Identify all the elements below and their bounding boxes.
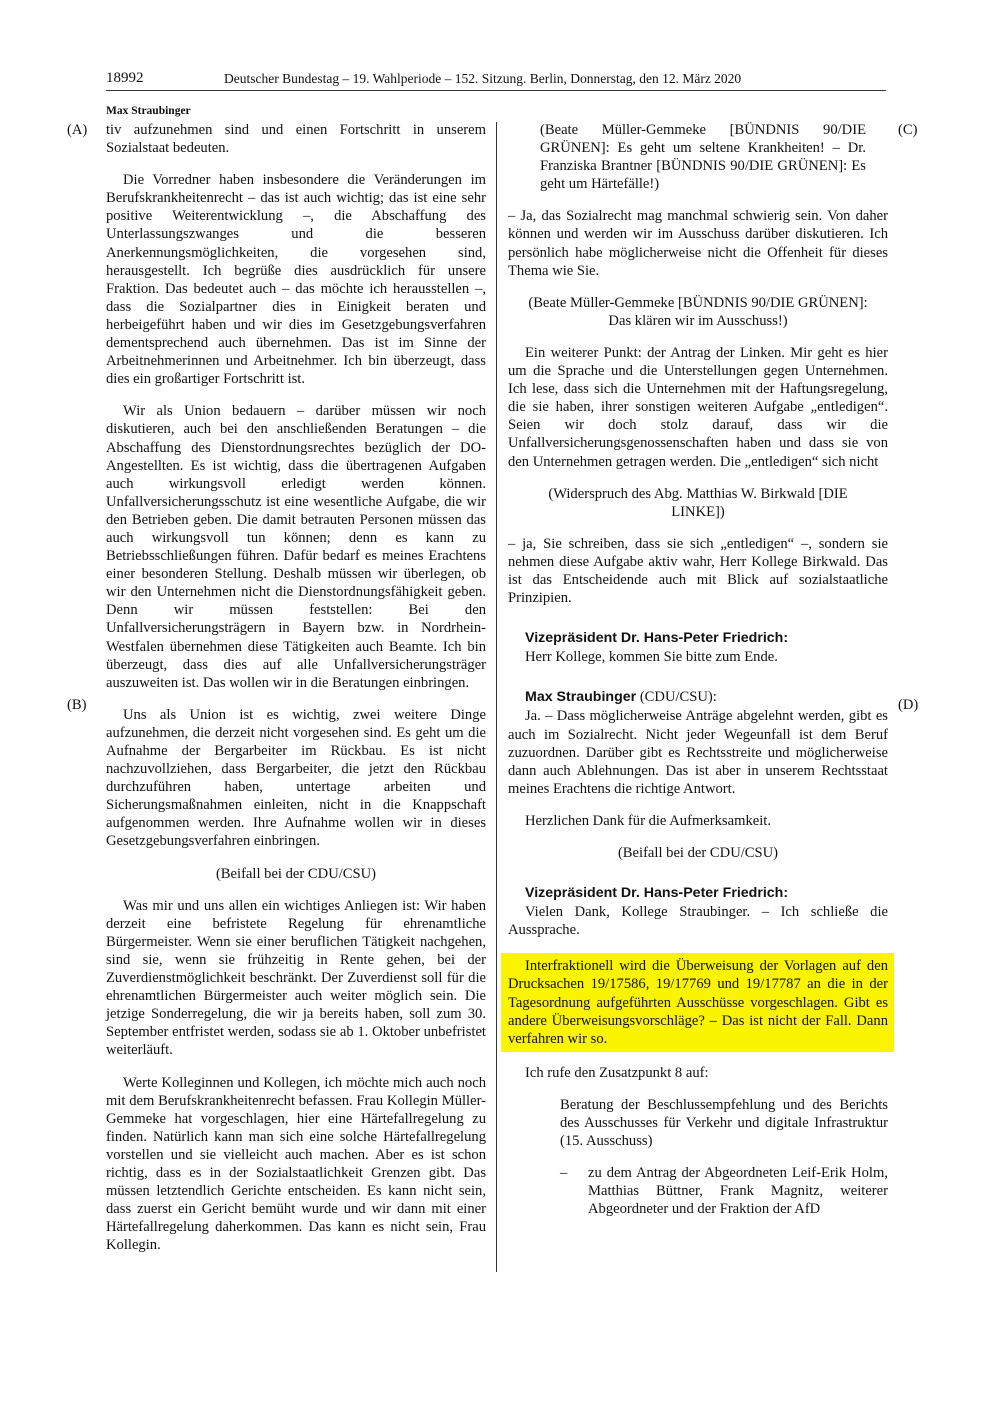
paragraph: Wir als Union bedauern – darüber müssen wir noch diskutieren, auch bei den anschließenden Beratungen – die Abschaffung des Dienstordnungsrechtes bezüglich der DO-Angestellten. Es ist wichtig, dass die übertragenen Aufgaben auch wirkungsvoll erledigt werden können. Unfallversicherungsschutz ist eine wesentliche Aufgabe, die wir den Betrieben geben. Die damit betrauten Personen müssen das auch wirkungsvoll tun können; denn es kann zu Betriebsschließungen führen. Dafür bedarf es meines Erachtens einer besonderen Stellung. Deshalb müssen wir überlegen, ob wir den Unternehmen nicht die Dienstordnungsfähigkeit geben. Denn wir müssen feststellen: Bei den Unfallversicherungsträgern in Bayern bzw. in Nordrhein-Westfalen übernehmen diese Tätigkeiten auch Beamte. Ich bin überzeugt, dass dies auf alle Unfallversicherungsträger auszuweiten ist. Das wollen wir in die Beratungen einbringen. bbox=[106, 403, 486, 691]
paragraph: Werte Kolleginnen und Kollegen, ich möchte mich auch noch mit dem Berufskrankheitenrecht befassen. Frau Kollegin Müller-Gemmeke hat vorgeschlagen, hier eine Härtefallregelung zu finden. Natürlich kann man sich eine solche Härtefallregelung vorstellen und sie vielleicht auch machen. Aber es ist schon richtig, dass es in der Sozialstaatlichkeit Grenzen gibt. Das müssen letztendlich Gerichte entscheiden. Es kann nicht sein, dass zuerst ein Gericht bemüht wurde und wir dann mit einer Härtefallregelung daherkommen. Das kann es nicht sein, Frau Kollegin. bbox=[106, 1074, 486, 1254]
margin-mark-a: (A) bbox=[67, 122, 88, 138]
highlighted-passage bbox=[501, 953, 894, 1051]
paragraph: Ich rufe den Zusatzpunkt 8 auf: bbox=[525, 1064, 709, 1081]
margin-mark-b: (B) bbox=[67, 697, 87, 713]
interjection: (Beate Müller-Gemmeke [BÜNDNIS 90/DIE GRÜNEN]: Das klären wir im Ausschuss!) bbox=[528, 294, 868, 329]
margin-mark-d: (D) bbox=[898, 697, 919, 713]
interjection: (Beifall bei der CDU/CSU) bbox=[617, 845, 779, 861]
column-divider bbox=[496, 122, 497, 1272]
paragraph: Ja. – Dass möglicherweise Anträge abgelehnt werden, gibt es auch im Sozialrecht. Nicht jeder Wegeunfall ist dem Beruf zuzuordnen. Darüber gibt es Rechtsstreite und möglicherweise dann auch Ablehnungen. Das ist aber in unserem Rechtsstaat meines Erachtens die richtige Antwort. bbox=[508, 708, 888, 797]
paragraph: Herzlichen Dank für die Aufmerksamkeit. bbox=[525, 812, 771, 829]
list-dash: – bbox=[560, 1165, 568, 1182]
header-title: Deutscher Bundestag – 19. Wahlperiode – 152. Sitzung. Berlin, Donnerstag, den 12. März 2020 bbox=[224, 71, 742, 86]
speaker-party: (CDU/CSU): bbox=[636, 689, 717, 706]
speaker-heading bbox=[508, 688, 888, 706]
interjection: (Widerspruch des Abg. Matthias W. Birkwald [DIE LINKE]) bbox=[548, 485, 848, 520]
right-column bbox=[508, 121, 888, 1219]
paragraph: Ein weiterer Punkt: der Antrag der Linken. Mir geht es hier um die Sprache und die Unterstellungen gegen Unternehmen. Ich lese, dass sich die Unternehmen mit der Haftungsregelung, die sie haben, ihrer sonstigen weiteren Aufgabe „entledigen“. Seien wir doch stolz darauf, dass wir die Unfallversicherungsgenossenschaften haben und dass sie von den Unternehmen getragen werden. Die „entledigen“ sich nicht bbox=[508, 344, 888, 470]
paragraph: – Ja, das Sozialrecht mag manchmal schwierig sein. Von daher können und werden wir im Ausschuss darüber diskutieren. Ich persönlich habe möglicherweise nicht die Offenheit für dieses Thema wie Sie. bbox=[508, 208, 888, 279]
paragraph: Uns als Union ist es wichtig, zwei weitere Dinge aufzunehmen, die derzeit nicht vorgesehen sind. Es geht um die Aufnahme der Bergarbeiter im Rückbau. Es ist nicht nachzuvollziehen, dass Bergarbeiter, die jetzt den Rückbau durchzuführen haben, untertage arbeiten und Sicherungsmaßnahmen einleiten, nicht in die Knappschaft aufgenommen werden. Ihre Aufnahme wollen wir in dieses Gesetzgebungsverfahren einbringen. bbox=[106, 706, 486, 850]
speaker-name: Vizepräsident Dr. Hans-Peter Friedrich: bbox=[525, 885, 789, 902]
running-speaker-name: Max Straubinger bbox=[106, 105, 191, 117]
paragraph: – ja, Sie schreiben, dass sie sich „entledigen“ –, sondern sie nehmen diese Aufgabe aktiv wahr, Herr Kollege Birkwald. Das ist das Entscheidende auch mit Blick auf sozialstaatliche Prinzipien. bbox=[508, 535, 888, 607]
agenda-item: Beratung der Beschlussempfehlung und des Berichts des Ausschusses für Verkehr und digitale Infrastruktur (15. Ausschuss) bbox=[560, 1096, 888, 1150]
header-rule bbox=[106, 90, 886, 91]
page-number: 18992 bbox=[106, 70, 144, 86]
paragraph: Die Vorredner haben insbesondere die Veränderungen im Berufskrankheitenrecht – das ist auch wichtig; das ist eine sehr positive Weiterentwicklung –, die Abschaffung des Unterlassungszwanges und die besseren Anerkennungsmöglichkeiten, die vorgesehen sind, herausgestellt. Ich begrüße dies ausdrücklich für unsere Fraktion. Das bedeutet auch – das möchte ich herausstellen –, dass die Sozialpartner dies in Einigkeit beraten und herbeigeführt haben und wir dies im Gesetzgebungsverfahren dementsprechend auch übernehmen. Das ist im Sinne der Arbeitnehmerinnen und Arbeitnehmer. Ich bin überzeugt, dass dies ein großartiger Fortschritt ist. bbox=[106, 172, 486, 388]
paragraph: Vielen Dank, Kollege Straubinger. – Ich schließe die Aussprache. bbox=[508, 904, 888, 939]
left-column bbox=[106, 121, 486, 1268]
paragraph: Herr Kollege, kommen Sie bitte zum Ende. bbox=[525, 649, 778, 666]
paragraph: Interfraktionell wird die Überweisung der Vorlagen auf den Drucksachen 19/17586, 19/17769 und 19/17787 an die in der Tagesordnung aufgeführten Ausschüsse vorgeschlagen. Gibt es andere Überweisungsvorschläge? – Das ist nicht der Fall. Dann verfahren wir so. bbox=[508, 958, 888, 1047]
paragraph: Was mir und uns allen ein wichtiges Anliegen ist: Wir haben derzeit eine befristete Regelung für ehrenamtliche Bürgermeister. Wenn sie einer beruflichen Tätigkeit nachgehen, sind sie, wenn sie frühzeitig in Rente gehen, bei der Zuverdienstmöglichkeit beschränkt. Der Zuverdienst soll für die ehrenamtlichen Bürgermeister auch weiter möglich sein. Die jetzige Sonderregelung, die wir ja bereits haben, soll zum 30. September entfristet werden, sodass sie ab 1. Oktober unbefristet weiterläuft. bbox=[106, 897, 486, 1059]
interjection: (Beifall bei der CDU/CSU) bbox=[215, 865, 377, 882]
margin-mark-c: (C) bbox=[898, 122, 918, 138]
page-header bbox=[106, 70, 886, 90]
speaker-name: Max Straubinger bbox=[525, 689, 637, 706]
agenda-subitem-text: zu dem Antrag der Abgeordneten Leif-Erik Holm, Matthias Büttner, Frank Magnitz, weiterer Abgeordneter und der Fraktion der AfD bbox=[588, 1165, 888, 1218]
interjection: (Beate Müller-Gemmeke [BÜNDNIS 90/DIE GRÜNEN]: Es geht um seltene Krankheiten! – Dr. Franziska Brantner [BÜNDNIS 90/DIE GRÜNEN]: Es geht um Härtefälle!) bbox=[540, 122, 866, 193]
speaker-name: Vizepräsident Dr. Hans-Peter Friedrich: bbox=[525, 630, 789, 647]
paragraph: tiv aufzunehmen sind und einen Fortschritt in unserem Sozialstaat bedeuten. bbox=[106, 122, 486, 157]
agenda-subitem bbox=[508, 1164, 888, 1218]
